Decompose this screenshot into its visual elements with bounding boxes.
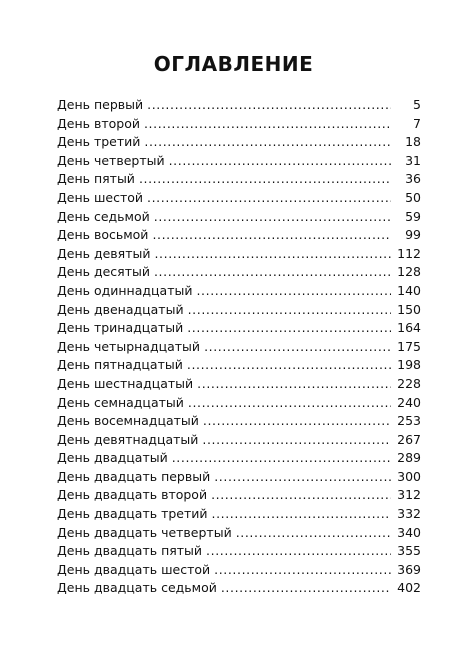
- toc-entry-label: День четвертый: [57, 152, 165, 168]
- dot-leader: [214, 561, 391, 580]
- toc-entry-page-number: 355: [397, 543, 421, 559]
- toc-entry-page-number: 253: [397, 413, 421, 429]
- toc-entry-label: День двенадцатый: [57, 301, 184, 317]
- toc-entry-page-number: 369: [397, 561, 421, 577]
- dot-leader: [169, 152, 391, 171]
- toc-entry[interactable]: [57, 208, 421, 227]
- toc-entry-label: День девятый: [57, 245, 151, 261]
- toc-entry[interactable]: [57, 226, 421, 245]
- toc-entry-page-number: 50: [405, 189, 421, 205]
- toc-entry-label: День двадцать пятый: [57, 543, 203, 559]
- toc-entry[interactable]: [57, 133, 421, 152]
- toc-entry-page-number: 18: [405, 134, 421, 150]
- toc-entry-label: День первый: [57, 97, 144, 112]
- toc-entry-label: День тринадцатый: [57, 320, 184, 336]
- toc-entry[interactable]: [57, 189, 421, 208]
- dot-leader: [147, 189, 391, 208]
- page-title: ОГЛАВЛЕНИЕ: [153, 52, 314, 76]
- dot-leader: [154, 245, 391, 264]
- toc-entry-page-number: 164: [397, 320, 421, 336]
- toc-entry-label: День двадцать шестой: [57, 561, 211, 577]
- toc-entry-label: День седьмой: [57, 208, 150, 224]
- toc-entry-label: День пятнадцатый: [57, 357, 183, 373]
- toc-entry[interactable]: [57, 412, 421, 431]
- dot-leader: [202, 431, 391, 450]
- dot-leader: [212, 505, 391, 524]
- toc-entry-label: День девятнадцатый: [57, 431, 199, 447]
- toc-entry[interactable]: [57, 505, 421, 524]
- toc-entry-page-number: 312: [397, 487, 421, 503]
- dot-leader: [221, 579, 391, 598]
- dot-leader: [187, 356, 391, 375]
- toc-entry-page-number: 240: [397, 394, 421, 410]
- toc-entry-label: День семнадцатый: [57, 394, 184, 410]
- toc-entry[interactable]: [57, 152, 421, 171]
- toc-entry-label: День пятый: [57, 171, 135, 187]
- toc-entry-label: День шестой: [57, 189, 144, 205]
- toc-entry-page-number: 5: [413, 97, 421, 112]
- toc-entry-label: День двадцатый: [57, 450, 168, 466]
- dot-leader: [147, 96, 391, 115]
- toc-entry-page-number: 332: [397, 506, 421, 522]
- toc-entry-page-number: 228: [397, 375, 421, 391]
- dot-leader: [236, 524, 391, 543]
- toc-entry[interactable]: [57, 115, 421, 134]
- toc-entry-label: День двадцать второй: [57, 487, 208, 503]
- toc-entry[interactable]: [57, 468, 421, 487]
- toc-entry[interactable]: [57, 542, 421, 561]
- toc-entry[interactable]: [57, 524, 421, 543]
- dot-leader: [211, 486, 391, 505]
- dot-leader: [187, 319, 391, 338]
- toc-entry[interactable]: [57, 486, 421, 505]
- toc-entry-page-number: 140: [397, 282, 421, 298]
- toc-entry-label: День второй: [57, 115, 140, 131]
- dot-leader: [154, 208, 391, 227]
- dot-leader: [196, 282, 391, 301]
- dot-leader: [204, 338, 391, 357]
- toc-entry[interactable]: [57, 170, 421, 189]
- toc-entry-label: День двадцать четвертый: [57, 524, 232, 540]
- toc-entry-label: День третий: [57, 134, 141, 150]
- dot-leader: [214, 468, 391, 487]
- toc-entry-page-number: 112: [397, 245, 421, 261]
- toc-entry-page-number: 59: [405, 208, 421, 224]
- toc-entry[interactable]: [57, 282, 421, 301]
- toc-entry-label: День двадцать третий: [57, 506, 208, 522]
- toc-entry-page-number: 36: [405, 171, 421, 187]
- toc-entry[interactable]: [57, 338, 421, 357]
- toc-entry-page-number: 198: [397, 357, 421, 373]
- dot-leader: [144, 115, 391, 134]
- toc-entry-page-number: 99: [405, 227, 421, 243]
- toc-entry-page-number: 289: [397, 450, 421, 466]
- toc-entry-page-number: 31: [405, 152, 421, 168]
- dot-leader: [139, 170, 391, 189]
- toc-entry-page-number: 402: [397, 580, 421, 596]
- toc-entry[interactable]: [57, 394, 421, 413]
- dot-leader: [206, 542, 391, 561]
- toc-entry[interactable]: [57, 431, 421, 450]
- toc-entry-label: День восьмой: [57, 227, 149, 243]
- toc-entry[interactable]: [57, 561, 421, 580]
- toc-entry[interactable]: [57, 356, 421, 375]
- toc-entry[interactable]: [57, 263, 421, 282]
- toc-entry-page-number: 300: [397, 468, 421, 484]
- toc-entry-page-number: 175: [397, 338, 421, 354]
- toc-entry-label: День десятый: [57, 264, 150, 280]
- toc-entry-label: День шестнадцатый: [57, 375, 194, 391]
- toc-entry-label: День четырнадцатый: [57, 338, 201, 354]
- toc-entry-page-number: 267: [397, 431, 421, 447]
- dot-leader: [172, 449, 391, 468]
- dot-leader: [197, 375, 391, 394]
- toc-entry[interactable]: [57, 319, 421, 338]
- toc-entry[interactable]: [57, 449, 421, 468]
- dot-leader: [154, 263, 391, 282]
- toc-entry-page-number: 7: [413, 115, 421, 131]
- toc-entry[interactable]: [57, 375, 421, 394]
- toc-entry[interactable]: [57, 96, 421, 115]
- toc-entry-label: День двадцать первый: [57, 468, 211, 484]
- dot-leader: [188, 394, 391, 413]
- table-of-contents: [57, 96, 421, 598]
- toc-entry[interactable]: [57, 245, 421, 264]
- dot-leader: [144, 133, 391, 152]
- toc-entry[interactable]: [57, 301, 421, 320]
- dot-leader: [203, 412, 391, 431]
- toc-entry-label: День одиннадцатый: [57, 282, 193, 298]
- toc-entry-page-number: 150: [397, 301, 421, 317]
- toc-entry-page-number: 340: [397, 524, 421, 540]
- toc-entry[interactable]: [57, 579, 421, 598]
- dot-leader: [188, 301, 391, 320]
- dot-leader: [152, 226, 391, 245]
- toc-entry-page-number: 128: [397, 264, 421, 280]
- toc-entry-label: День двадцать седьмой: [57, 580, 217, 596]
- toc-entry-label: День восемнадцатый: [57, 413, 199, 429]
